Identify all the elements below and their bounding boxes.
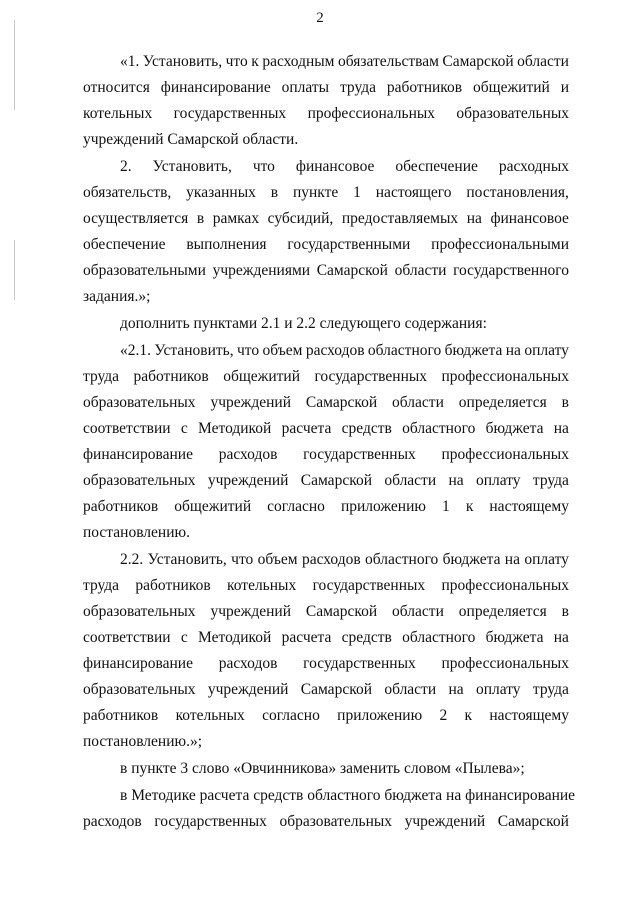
word: расходным — [262, 53, 335, 70]
word: Самарской — [305, 394, 378, 411]
word: 1 — [353, 184, 361, 201]
word: Самарской — [442, 53, 514, 70]
text-line — [83, 78, 569, 98]
word: оплату — [524, 342, 569, 359]
word: с — [180, 420, 188, 437]
word: к — [465, 498, 474, 515]
word: труда — [83, 577, 120, 594]
word: труда — [339, 79, 376, 96]
word: осуществляется — [83, 210, 189, 227]
word: государственных — [173, 105, 287, 122]
word: оплату — [475, 681, 521, 698]
word: на — [504, 551, 520, 568]
text-line — [83, 130, 569, 150]
word: настоящему — [489, 707, 569, 724]
word: учреждений — [210, 394, 292, 411]
text-line — [83, 104, 569, 124]
word: труда — [532, 681, 569, 698]
word: 2. — [120, 158, 132, 175]
word: образовательных — [83, 472, 196, 489]
word: расходов — [83, 813, 142, 830]
word: государственных — [312, 577, 426, 594]
word: учреждениями — [212, 262, 311, 279]
word: с — [180, 629, 188, 646]
word: расходов — [218, 446, 278, 463]
word: образовательных — [83, 681, 196, 698]
word: учреждений — [210, 603, 292, 620]
word: общежитий — [174, 498, 252, 515]
word: работников — [83, 707, 159, 724]
word: «2.1. — [120, 342, 151, 359]
text-line — [120, 52, 569, 72]
word: профессиональных — [441, 446, 569, 463]
text-line — [83, 680, 569, 700]
word: соответствии — [83, 629, 171, 646]
word: предоставляемых — [341, 210, 459, 227]
word: в — [270, 184, 279, 201]
word: труда — [532, 472, 569, 489]
word: субсидий, — [267, 210, 334, 227]
word: образовательными — [83, 262, 206, 279]
word: бюджета — [444, 342, 503, 359]
word: на — [553, 629, 569, 646]
word: объем — [262, 342, 303, 359]
word: Самарской — [300, 472, 372, 489]
word: Самарской — [316, 262, 388, 279]
word: настоящего — [375, 184, 452, 201]
word: средств — [341, 420, 392, 437]
word: Методикой — [198, 629, 272, 646]
word: на — [466, 210, 482, 227]
word: профессиональных — [441, 655, 569, 672]
text-line — [120, 314, 569, 334]
word: Самарской — [305, 603, 378, 620]
word: постановлению. — [83, 524, 190, 541]
word: бюджета — [485, 420, 544, 437]
text-line — [83, 497, 569, 517]
word: Методикой — [198, 420, 272, 437]
text-line — [120, 759, 569, 779]
word: области — [517, 53, 569, 70]
word: объем — [257, 551, 298, 568]
scan-edge-mark — [14, 240, 15, 300]
text-line — [83, 261, 569, 281]
word: общежитий — [473, 79, 550, 96]
word: что — [231, 551, 254, 568]
text-line — [83, 235, 569, 255]
word: котельных — [175, 707, 245, 724]
word: 2 — [439, 707, 448, 724]
word: общежитий — [223, 368, 301, 385]
word: на — [448, 472, 464, 489]
word: котельных — [83, 105, 153, 122]
word: финансирование — [160, 79, 271, 96]
text-line — [83, 367, 569, 387]
word: в — [561, 394, 569, 411]
word: профессиональными — [431, 236, 569, 253]
text-line — [83, 654, 569, 674]
word: определяется — [458, 603, 547, 620]
word: области — [384, 472, 437, 489]
word: в пункте 3 слово «Овчинникова» заменить словом «Пылева»; — [120, 760, 525, 777]
word: финансирование — [83, 655, 193, 672]
word: областного — [367, 342, 442, 359]
word: образовательных — [456, 105, 569, 122]
text-line — [120, 341, 569, 361]
word: областного — [365, 551, 439, 568]
word: профессиональных — [307, 105, 436, 122]
word: Установить, — [154, 342, 234, 359]
word: котельных — [227, 577, 297, 594]
scan-edge-mark — [14, 20, 15, 110]
word: работников — [135, 577, 211, 594]
word: оплату — [524, 551, 569, 568]
word: пункте — [292, 184, 339, 201]
text-line — [83, 209, 569, 229]
text-line — [83, 602, 569, 622]
word: области — [394, 262, 447, 279]
word: указанных — [186, 184, 256, 201]
word: учреждений — [404, 813, 486, 830]
word: в — [561, 603, 569, 620]
word: государственного — [453, 262, 569, 279]
word: труда — [83, 368, 120, 385]
word: работников — [386, 79, 463, 96]
text-line — [83, 523, 569, 543]
word: соответствии — [83, 420, 171, 437]
word: области — [384, 681, 437, 698]
word: Самарской — [300, 681, 372, 698]
word: государственными — [287, 236, 411, 253]
word: к — [464, 707, 473, 724]
word: относится — [83, 79, 150, 96]
text-line — [83, 393, 569, 413]
word: расходов — [218, 655, 278, 672]
word: государственных — [303, 655, 416, 672]
word: что — [252, 158, 275, 175]
word: оплату — [475, 472, 521, 489]
word: финансирование — [83, 446, 193, 463]
text-line — [83, 732, 569, 752]
word: области — [392, 603, 444, 620]
word: областного — [402, 420, 476, 437]
text-line — [83, 287, 569, 307]
word: обязательствам — [338, 53, 439, 70]
word: определяется — [458, 394, 547, 411]
text-line — [83, 576, 569, 596]
word: оплаты — [281, 79, 330, 96]
text-line — [83, 419, 569, 439]
word: «1. — [120, 53, 140, 70]
word: постановлению.»; — [83, 733, 203, 750]
word: и — [560, 79, 569, 96]
word: финансовое — [295, 158, 375, 175]
word: в Методике расчета средств областного бюджета на финансирование — [120, 787, 576, 804]
word: бюджета — [442, 551, 501, 568]
word: выполнения — [186, 236, 267, 253]
word: задания.»; — [83, 288, 151, 305]
word: 1 — [442, 498, 450, 515]
word: 2.2. — [120, 551, 144, 568]
word: работников — [83, 498, 159, 515]
word: расходов — [305, 342, 365, 359]
word: обеспечение — [395, 158, 478, 175]
word: приложению — [337, 707, 423, 724]
text-line — [120, 550, 569, 570]
word: государственных — [314, 368, 428, 385]
word: настоящему — [489, 498, 569, 515]
word: учреждений — [207, 681, 289, 698]
text-line — [83, 183, 569, 203]
word: на — [505, 342, 521, 359]
word: государственных — [154, 813, 267, 830]
word: работников — [133, 368, 209, 385]
text-line — [83, 471, 569, 491]
word: дополнить пунктами 2.1 и 2.2 следующего содержания: — [120, 315, 487, 332]
text-line — [83, 706, 569, 726]
word: учреждений — [207, 472, 289, 489]
word: учреждений Самарской области. — [83, 131, 299, 148]
word: расчета — [281, 420, 332, 437]
word: что — [236, 342, 260, 359]
text-line — [83, 628, 569, 648]
text-line — [83, 812, 569, 832]
word: расходных — [498, 158, 569, 175]
word: профессиональных — [441, 577, 569, 594]
word: обязательств, — [83, 184, 172, 201]
text-line — [83, 445, 569, 465]
page-number: 2 — [316, 10, 324, 26]
word: профессиональных — [441, 368, 569, 385]
text-line — [120, 157, 569, 177]
word: что — [225, 53, 248, 70]
word: Установить, — [147, 551, 227, 568]
word: согласно — [262, 707, 320, 724]
word: государственных — [303, 446, 416, 463]
word: к — [251, 53, 259, 70]
word: образовательных — [83, 394, 196, 411]
word: области — [392, 394, 444, 411]
word: приложению — [340, 498, 426, 515]
word: Установить, — [152, 158, 232, 175]
word: расчета — [281, 629, 332, 646]
word: Установить, — [142, 53, 223, 70]
word: областного — [402, 629, 476, 646]
word: Самарской — [497, 813, 569, 830]
word: средств — [341, 629, 392, 646]
word: бюджета — [485, 629, 544, 646]
word: в — [196, 210, 205, 227]
word: согласно — [267, 498, 325, 515]
text-line — [120, 786, 576, 806]
word: обеспечение — [83, 236, 166, 253]
word: финансовое — [490, 210, 569, 227]
word: рамках — [212, 210, 260, 227]
word: образовательных — [279, 813, 393, 830]
word: образовательных — [83, 603, 196, 620]
word: на — [553, 420, 569, 437]
word: расходов — [301, 551, 361, 568]
word: постановления, — [466, 184, 569, 201]
word: на — [448, 681, 464, 698]
